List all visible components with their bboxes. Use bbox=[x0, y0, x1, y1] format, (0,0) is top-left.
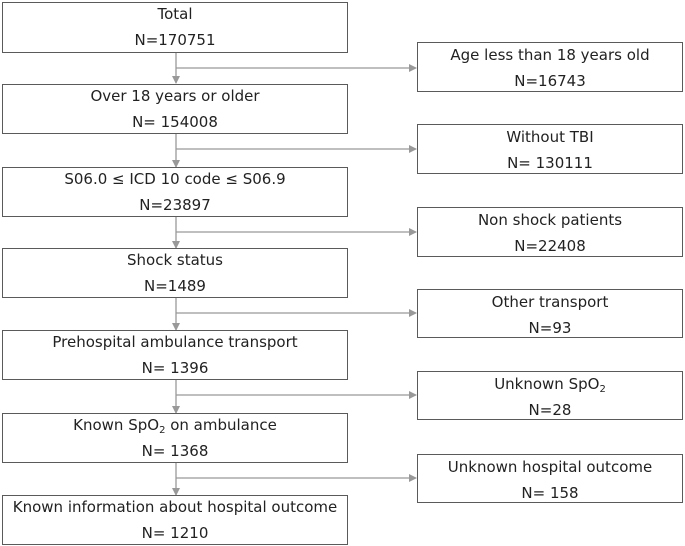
step-count: N=1489 bbox=[144, 277, 206, 295]
exclusion-other-transport-box bbox=[417, 289, 683, 338]
exclusion-title: Non shock patients bbox=[477, 211, 623, 229]
exclusion-count: N= 158 bbox=[521, 484, 579, 502]
step-title: Total bbox=[157, 5, 193, 23]
exclusion-title bbox=[418, 375, 682, 393]
step-count: N= 1396 bbox=[141, 359, 209, 377]
exclusion-unknown-outcome-box bbox=[417, 454, 683, 503]
step-known-spo2-box bbox=[2, 413, 348, 463]
step-ambulance-transport-box bbox=[2, 330, 348, 380]
step-icd-code-box bbox=[2, 167, 348, 217]
exclusion-title: Without TBI bbox=[506, 128, 594, 146]
step-title: Over 18 years or older bbox=[90, 87, 260, 105]
exclusion-unknown-spo2-box bbox=[417, 371, 683, 420]
exclusion-count: N=93 bbox=[528, 319, 572, 337]
step-total-box bbox=[2, 2, 348, 53]
subscript-two: 2 bbox=[599, 384, 606, 395]
exclusion-count: N=16743 bbox=[514, 72, 586, 90]
exclusion-count: N=22408 bbox=[514, 237, 586, 255]
exclusion-title-text: Unknown SpO bbox=[494, 375, 600, 393]
subscript-two: 2 bbox=[159, 425, 166, 436]
step-count: N= 1368 bbox=[141, 442, 209, 460]
exclusion-count: N=28 bbox=[528, 401, 572, 419]
step-hospital-outcome-box bbox=[2, 495, 348, 545]
exclusion-no-tbi-box bbox=[417, 124, 683, 174]
step-count: N= 1210 bbox=[141, 524, 209, 542]
step-title: Shock status bbox=[127, 251, 223, 269]
step-title: S06.0 ≤ ICD 10 code ≤ S06.9 bbox=[64, 170, 286, 188]
exclusion-title: Age less than 18 years old bbox=[450, 46, 650, 64]
step-title: Known information about hospital outcome bbox=[12, 498, 338, 516]
step-count: N=170751 bbox=[134, 31, 216, 49]
step-count: N= 154008 bbox=[132, 113, 218, 131]
exclusion-count: N= 130111 bbox=[507, 154, 593, 172]
step-title bbox=[3, 416, 347, 434]
step-shock-status-box bbox=[2, 248, 348, 298]
step-title-text-tail: on ambulance bbox=[165, 416, 277, 434]
step-adults-box bbox=[2, 84, 348, 134]
step-count: N=23897 bbox=[139, 196, 211, 214]
exclusion-title: Unknown hospital outcome bbox=[447, 458, 653, 476]
exclusion-non-shock-box bbox=[417, 207, 683, 257]
step-title-text: Known SpO bbox=[73, 416, 160, 434]
exclusion-title: Other transport bbox=[491, 293, 609, 311]
exclusion-underage-box bbox=[417, 42, 683, 92]
step-title: Prehospital ambulance transport bbox=[52, 333, 298, 351]
